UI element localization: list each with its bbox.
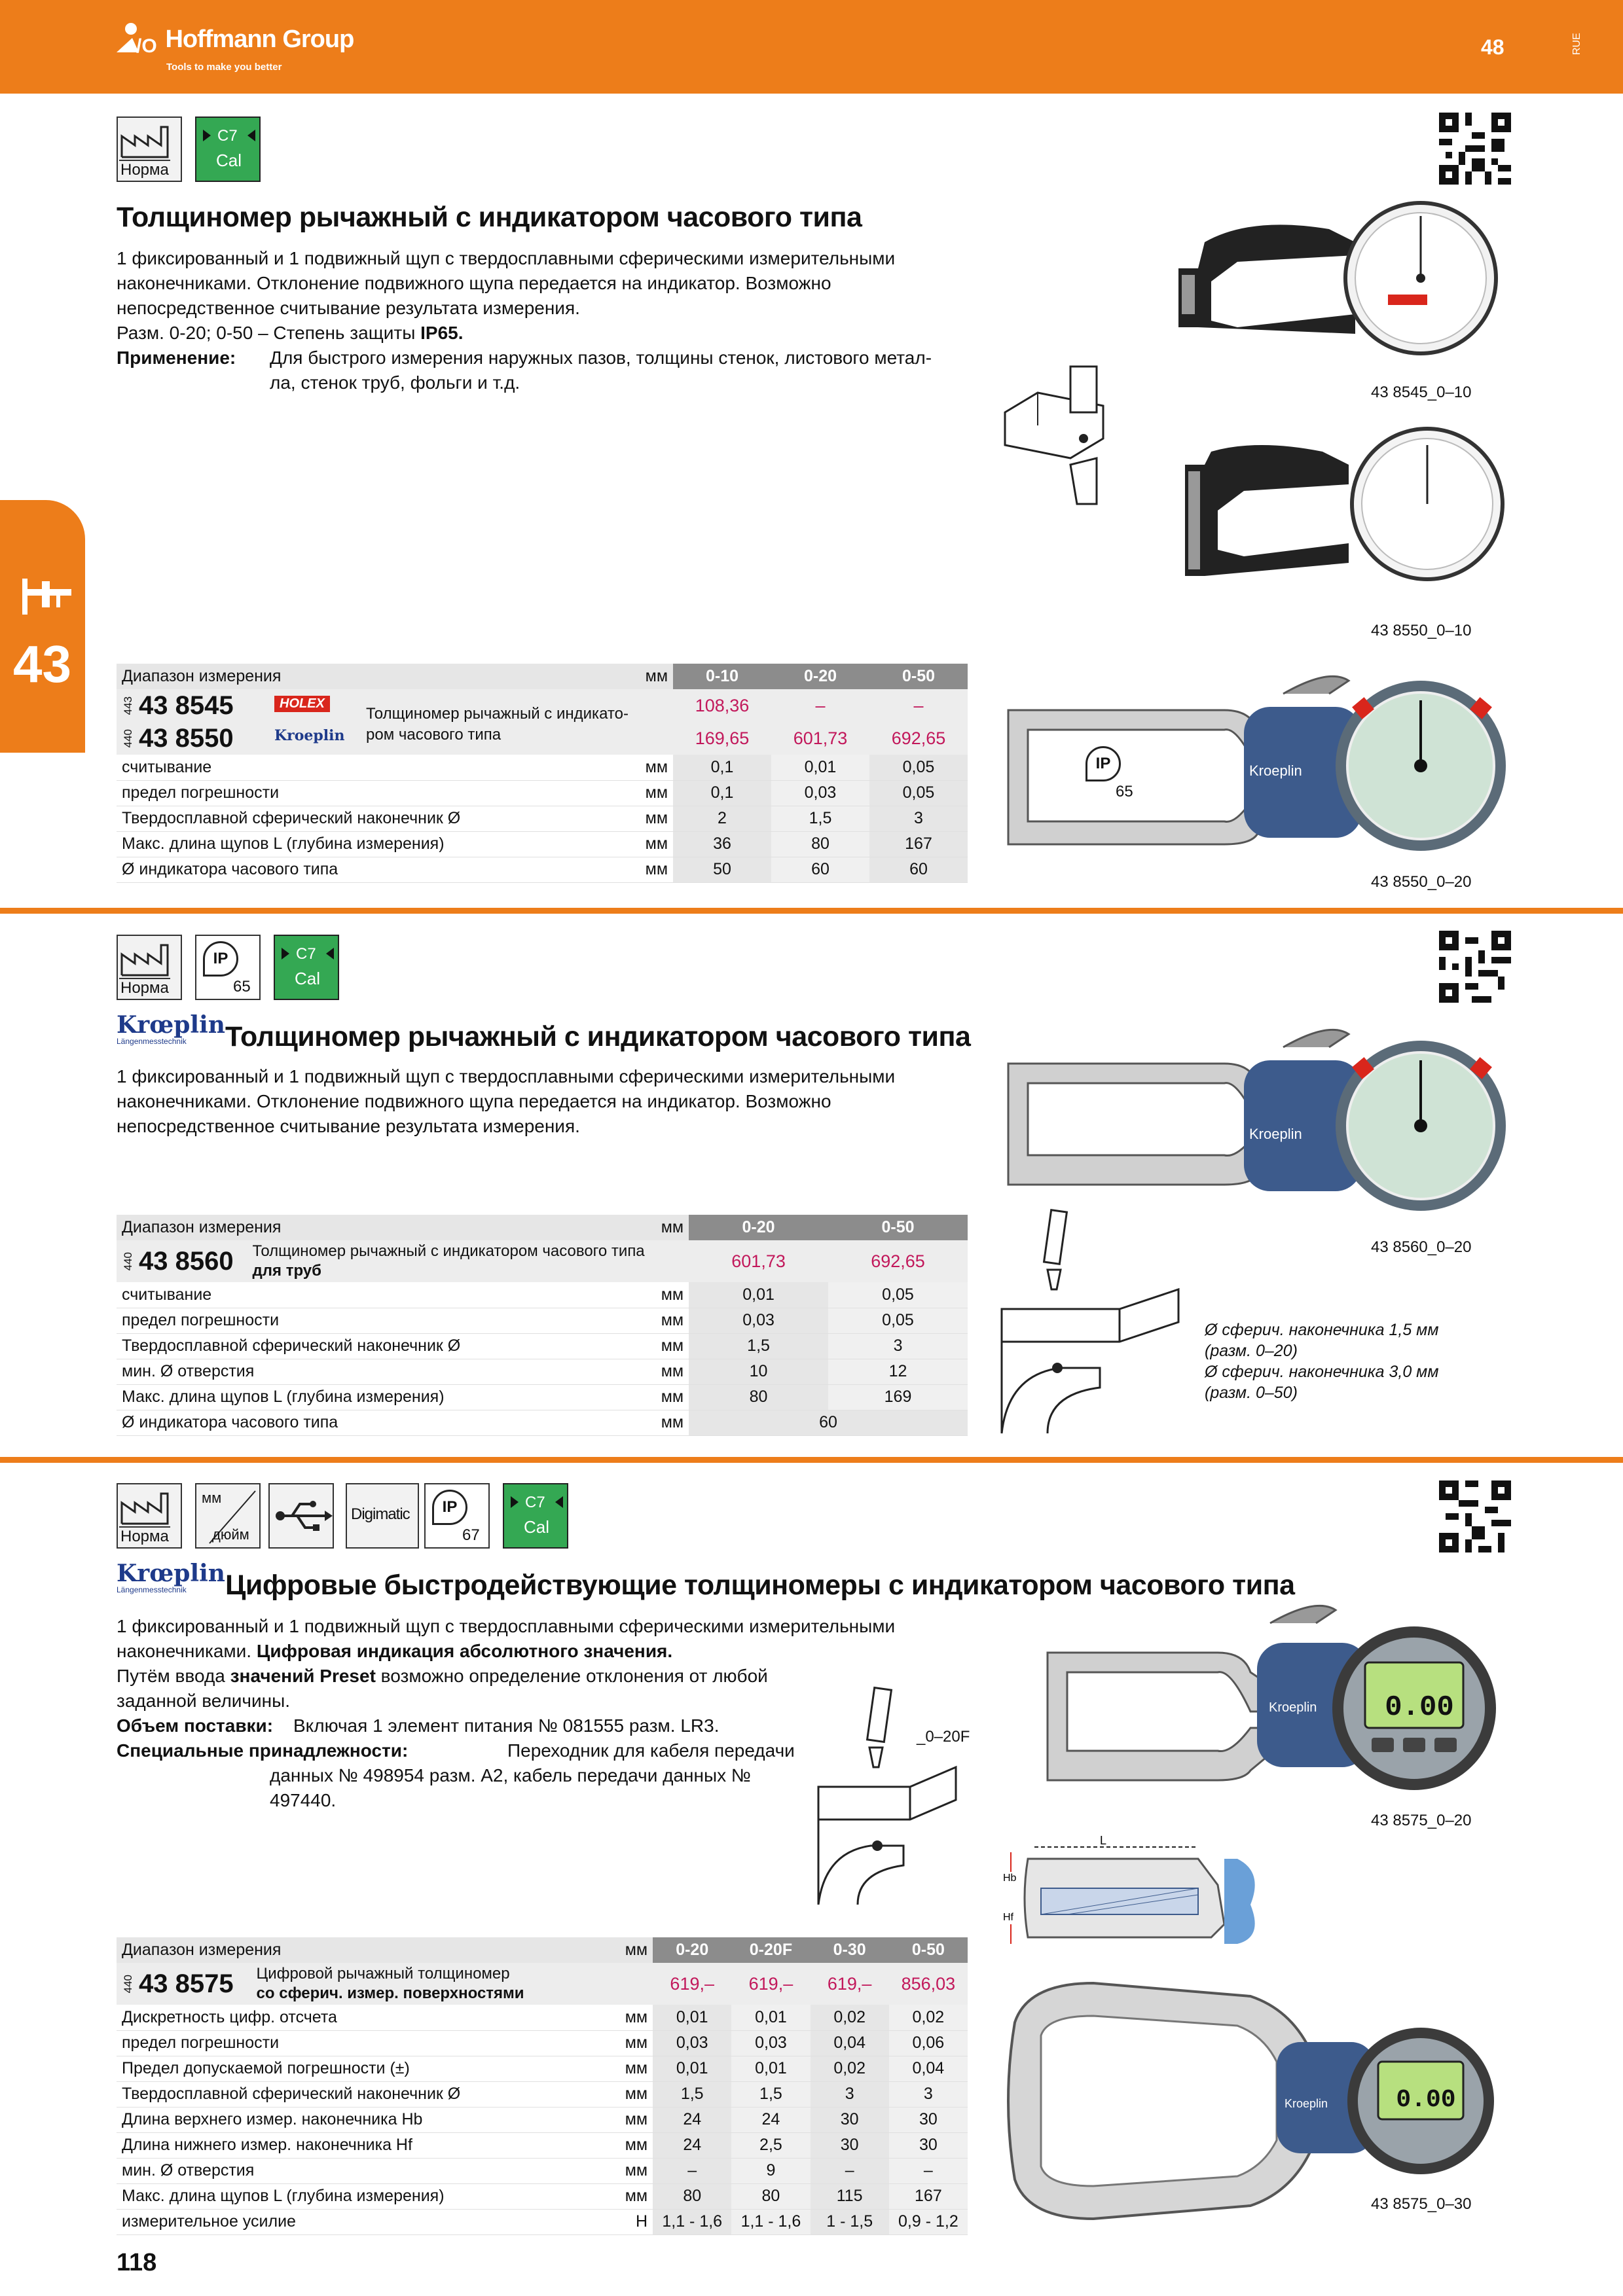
- norm-icon: Норма: [117, 117, 182, 182]
- table-row: мин. Ø отверстия мм 10 12: [117, 1359, 968, 1384]
- table-row: предел погрешности мм 0,1 0,03 0,05: [117, 780, 968, 806]
- kroeplin-logo: Krœplin Längenmesstechnik: [117, 1011, 225, 1046]
- image-caption: 43 8575_0–20: [1371, 1812, 1472, 1829]
- svg-text:Hf: Hf: [1003, 1912, 1013, 1923]
- norm-icon: Норма: [117, 935, 182, 1000]
- calibration-icon: C7 Cal: [274, 935, 339, 1000]
- image-caption: 43 8575_0–30: [1371, 2195, 1472, 2213]
- ip65-icon: IP 65: [195, 935, 261, 1000]
- table-row: считывание мм 0,01 0,05: [117, 1282, 968, 1308]
- section3-title: Цифровые быстродействующие толщиномеры с индикатором часового типа: [225, 1570, 1295, 1601]
- section-divider: [0, 908, 1623, 914]
- price: 108,36: [673, 689, 771, 722]
- digimatic-icon: Digimatic: [346, 1483, 419, 1549]
- svg-text:0.00: 0.00: [1385, 1691, 1454, 1724]
- brand: [117, 20, 354, 73]
- table-header: Диапазон измерения мм 0-20 0-50: [117, 1215, 968, 1240]
- chapter-number: 43: [13, 635, 71, 693]
- dimension-diagram-image: [1002, 1833, 1277, 1957]
- table-row: Предел допускаемой погрешности (±) мм 0,01 0,01 0,02 0,04: [117, 2056, 968, 2081]
- image-caption: 43 8550_0–20: [1371, 873, 1472, 891]
- hoffmann-logo-icon: [117, 20, 162, 59]
- range-label: Диапазон измерения: [117, 664, 634, 689]
- digital-caliper-large-image: [1002, 1970, 1519, 2232]
- table-row: предел погрешности мм 0,03 0,05: [117, 1308, 968, 1333]
- norm-icon: Норма: [117, 1483, 182, 1549]
- ip67-icon: IP 67: [424, 1483, 490, 1549]
- price: 619,–: [653, 1963, 731, 2005]
- caliper-icon: [16, 565, 75, 624]
- application-label: Применение:: [117, 348, 236, 368]
- page-number: 118: [117, 2249, 157, 2276]
- table-row: 440 43 8550 169,65 601,73 692,65: [117, 722, 968, 755]
- svg-text:Kroeplin: Kroeplin: [1269, 1700, 1317, 1715]
- brand-tagline: Tools to make you better: [166, 62, 282, 73]
- table-row: Твердосплавной сферический наконечник Ø мм 1,5 3: [117, 1333, 968, 1359]
- price: 856,03: [889, 1963, 968, 2005]
- price: –: [869, 689, 968, 722]
- page-number-top: 48: [1481, 35, 1504, 59]
- table-row: Твердосплавной сферический наконечник Ø мм 2 1,5 3: [117, 806, 968, 831]
- spec-table: [117, 664, 968, 883]
- caliper-gauge-image: [1172, 190, 1512, 373]
- table-row: 440 43 8560 Толщиномер рычажный с индикатором часового типа для труб 601,73 692,65: [117, 1240, 968, 1282]
- workpiece-sketch-image: [998, 353, 1123, 511]
- svg-text:0.00: 0.00: [1396, 2086, 1456, 2114]
- table-header: Диапазон измерения мм 0-20 0-20F 0-30 0-50: [117, 1937, 968, 1963]
- tube-measurement-sketch-image: [812, 1682, 976, 1911]
- qr-code-icon: [1439, 113, 1511, 185]
- table-row: Макс. длина щупов L (глубина измерения) мм 80 80 115 167: [117, 2183, 968, 2209]
- table-row: Ø индикатора часового типа мм 50 60 60: [117, 857, 968, 882]
- section3-description: 1 фиксированный и 1 подвижный щуп с твердосплавными сферическими измерительными наконечниками. Цифровая индикация абсолютного значения. Путём ввода значений Preset возможно определение отклонения от любой заданной величины. Объем поставки: Включая 1 элемент питания № 081555 разм. LR3. Специальные принадлежности: Переходник для кабеля передачи данных № 498954 разм. A2, кабель передачи данных № 497440.: [117, 1616, 896, 1810]
- section2-title: Толщиномер рычажный с индикатором часового типа: [225, 1021, 971, 1052]
- table-row: Ø индикатора часового типа мм 60: [117, 1410, 968, 1435]
- image-caption: 43 8550_0–10: [1371, 622, 1472, 639]
- image-caption: 43 8560_0–20: [1371, 1238, 1472, 1256]
- price: 169,65: [673, 722, 771, 755]
- svg-text:Kroeplin: Kroeplin: [1285, 2097, 1328, 2110]
- table-row: Макс. длина щупов L (глубина измерения) мм 80 169: [117, 1384, 968, 1410]
- spec-table: [117, 1937, 968, 2235]
- variant-label: _0–20F: [917, 1728, 970, 1746]
- spec-table: [117, 1215, 968, 1436]
- table-row: мин. Ø отверстия мм – 9 – –: [117, 2158, 968, 2183]
- holex-logo: HOLEX: [274, 696, 330, 712]
- article-number: 43 8560: [139, 1246, 234, 1276]
- qr-code-icon: [1439, 1480, 1511, 1552]
- section2-description: 1 фиксированный и 1 подвижный щуп с твердосплавными сферическими измерительными наконечниками. Отклонение подвижного щупа передается на индикатор. Возможно непосредственное считывание результата измерения.: [117, 1066, 896, 1136]
- price: 692,65: [869, 722, 968, 755]
- price: 619,–: [731, 1963, 810, 2005]
- price: 619,–: [811, 1963, 889, 2005]
- article-number: 43 8545: [139, 691, 234, 720]
- tube-measurement-sketch-image: [995, 1204, 1198, 1440]
- kroeplin-logo: Krœplin Längenmesstechnik: [117, 1560, 225, 1594]
- ip65-badge-icon: IP 65: [1079, 741, 1144, 806]
- brand-name: Hoffmann Group: [165, 25, 354, 53]
- table-row: Макс. длина щупов L (глубина измерения) мм 36 80 167: [117, 831, 968, 857]
- tip-diameter-note: Ø сферич. наконечника 1,5 мм (разм. 0–20) Ø сферич. наконечника 3,0 мм (разм. 0–50): [1205, 1321, 1439, 1402]
- chapter-tab: [0, 500, 85, 753]
- table-row: считывание мм 0,1 0,01 0,05: [117, 755, 968, 780]
- price: –: [771, 689, 869, 722]
- svg-text:Kroeplin: Kroeplin: [1249, 762, 1302, 779]
- mm-inch-icon: мм дюйм: [195, 1483, 261, 1549]
- qr-code-icon: [1439, 931, 1511, 1003]
- image-caption: 43 8545_0–10: [1371, 384, 1472, 401]
- table-header: Диапазон измерения мм 0-10 0-20 0-50: [117, 664, 968, 689]
- article-number: 43 8550: [139, 723, 234, 753]
- table-row: Длина нижнего измер. наконечника Hf мм 24 2,5 30 30: [117, 2132, 968, 2158]
- svg-text:L: L: [1100, 1834, 1107, 1847]
- table-row: Дискретность цифр. отсчета мм 0,01 0,01 0,02 0,02: [117, 2005, 968, 2030]
- price: 692,65: [828, 1240, 968, 1282]
- article-number: 43 8575: [139, 1969, 234, 1998]
- svg-text:Kroeplin: Kroeplin: [1249, 1126, 1302, 1142]
- calibration-icon: C7 Cal: [503, 1483, 568, 1549]
- table-row: измерительное усилие Н 1,1 - 1,6 1,1 - 1,6 1 - 1,5 0,9 - 1,2: [117, 2209, 968, 2234]
- language-code: RUE: [1571, 33, 1582, 55]
- usb-icon: [268, 1483, 334, 1549]
- price: 601,73: [771, 722, 869, 755]
- calibration-icon: C7 Cal: [195, 117, 261, 182]
- header-bar: [0, 0, 1623, 94]
- table-row: предел погрешности мм 0,03 0,03 0,04 0,06: [117, 2030, 968, 2056]
- section1-description: 1 фиксированный и 1 подвижный щуп с твердосплавными сферическими измерительными наконечниками. Отклонение подвижного щупа передается на индикатор. Возможно непосредственное считывание результата измерения. Разм. 0-20; 0-50 – Степень защиты IP65. Применение: Для быстрого измерения наружных пазов, толщины стенок, листового метал- ла, стенок труб, фольги и т.д.: [117, 248, 932, 393]
- price: 601,73: [689, 1240, 828, 1282]
- section1-title: Толщиномер рычажный с индикатором часового типа: [117, 202, 862, 233]
- table-row: 443 43 8545 HOLEX Kroeplin Толщиномер рычажный с индикато- ром часового типа 108,36 – –: [117, 689, 968, 722]
- table-row: Длина верхнего измер. наконечника Hb мм 24 24 30 30: [117, 2107, 968, 2132]
- svg-text:/O: /O: [136, 35, 157, 57]
- kroeplin-caliper-image: [1002, 655, 1512, 877]
- section-divider: [0, 1457, 1623, 1463]
- table-row: 440 43 8575 Цифровой рычажный толщиномер со сферич. измер. поверхностями 619,– 619,– 619,– 856,03: [117, 1963, 968, 2005]
- table-row: Твердосплавной сферический наконечник Ø мм 1,5 1,5 3 3: [117, 2081, 968, 2107]
- caliper-gauge-image: [1178, 425, 1519, 609]
- digital-caliper-image: [1041, 1597, 1499, 1813]
- kroeplin-logo: Kroeplin: [274, 727, 345, 744]
- svg-text:Hb: Hb: [1003, 1873, 1017, 1884]
